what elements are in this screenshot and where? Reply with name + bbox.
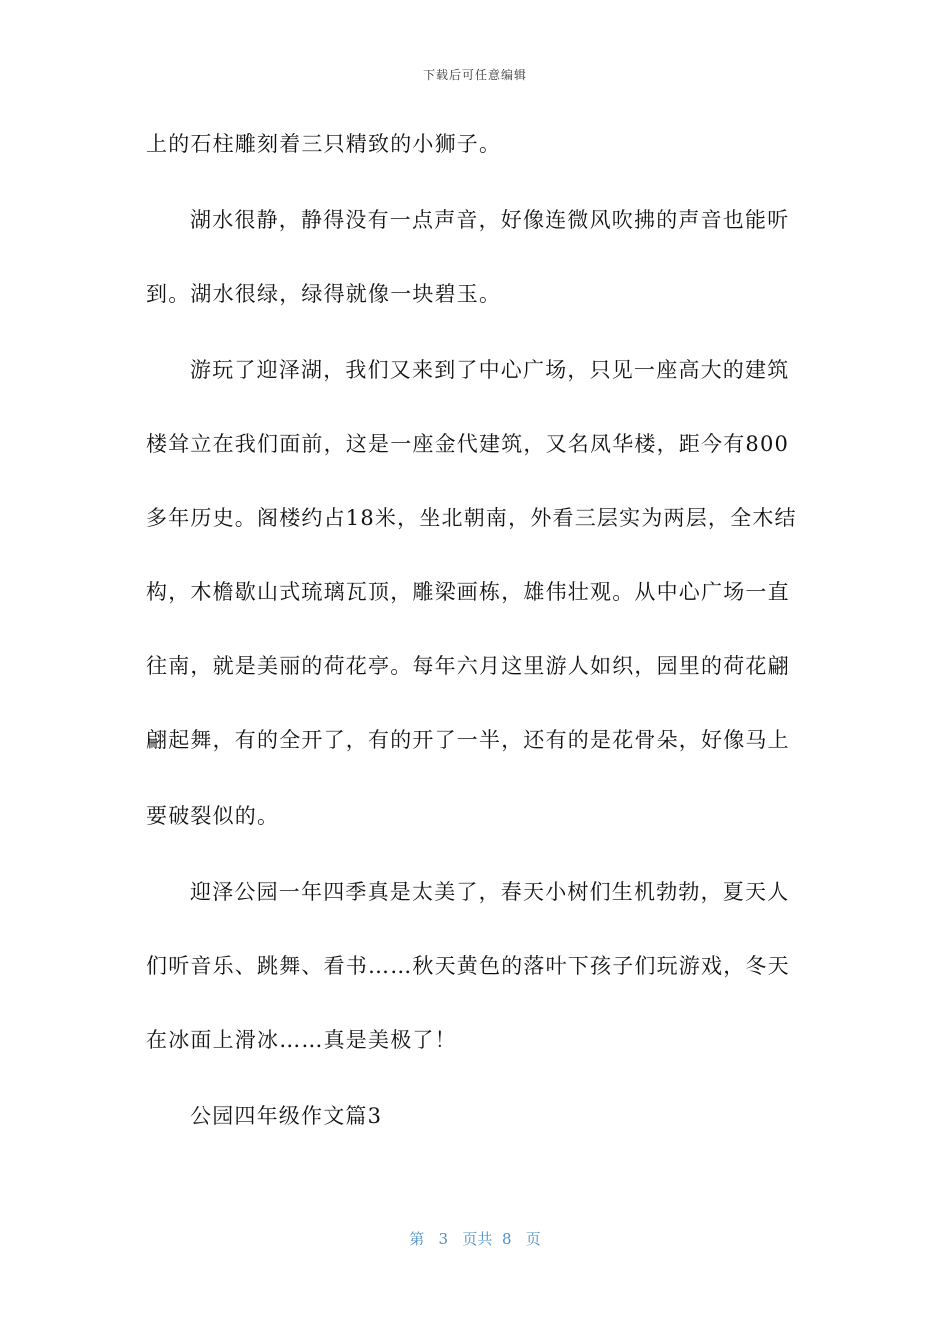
page-footer <box>0 1228 950 1249</box>
footer-label-total-suffix: 页 <box>525 1230 541 1248</box>
text-line: 到。湖水很绿，绿得就像一块碧玉。 <box>146 282 502 306</box>
header-note: 下载后可任意编辑 <box>422 68 527 82</box>
text-line: 要破裂似的。 <box>146 804 280 828</box>
section-heading: 公园四年级作文篇3 <box>190 1104 383 1128</box>
text-line: 多年历史。阁楼约占18米，坐北朝南，外看三层实为两层，全木结 <box>146 506 797 530</box>
footer-label-total-prefix: 页共 <box>462 1230 493 1248</box>
text-line: 往南，就是美丽的荷花亭。每年六月这里游人如织，园里的荷花翩 <box>146 654 790 678</box>
footer-total-pages: 8 <box>501 1230 512 1248</box>
footer-current-page: 3 <box>438 1230 449 1248</box>
text-line: 游玩了迎泽湖，我们又来到了中心广场，只见一座高大的建筑 <box>190 358 790 382</box>
footer-label-page: 第 <box>409 1230 425 1248</box>
text-line: 楼耸立在我们面前，这是一座金代建筑，又名凤华楼，距今有800 <box>146 432 790 456</box>
text-line: 构，木檐歇山式琉璃瓦顶，雕梁画栋，雄伟壮观。从中心广场一直 <box>146 580 790 604</box>
text-line: 上的石柱雕刻着三只精致的小狮子。 <box>146 132 502 156</box>
text-line: 湖水很静，静得没有一点声音，好像连微风吹拂的声音也能听 <box>190 208 790 232</box>
text-line: 在冰面上滑冰……真是美极了！ <box>146 1028 457 1052</box>
text-line: 翩起舞，有的全开了，有的开了一半，还有的是花骨朵，好像马上 <box>146 728 790 752</box>
text-line: 们听音乐、跳舞、看书……秋天黄色的落叶下孩子们玩游戏，冬天 <box>146 954 790 978</box>
text-line: 迎泽公园一年四季真是太美了，春天小树们生机勃勃，夏天人 <box>190 880 790 904</box>
